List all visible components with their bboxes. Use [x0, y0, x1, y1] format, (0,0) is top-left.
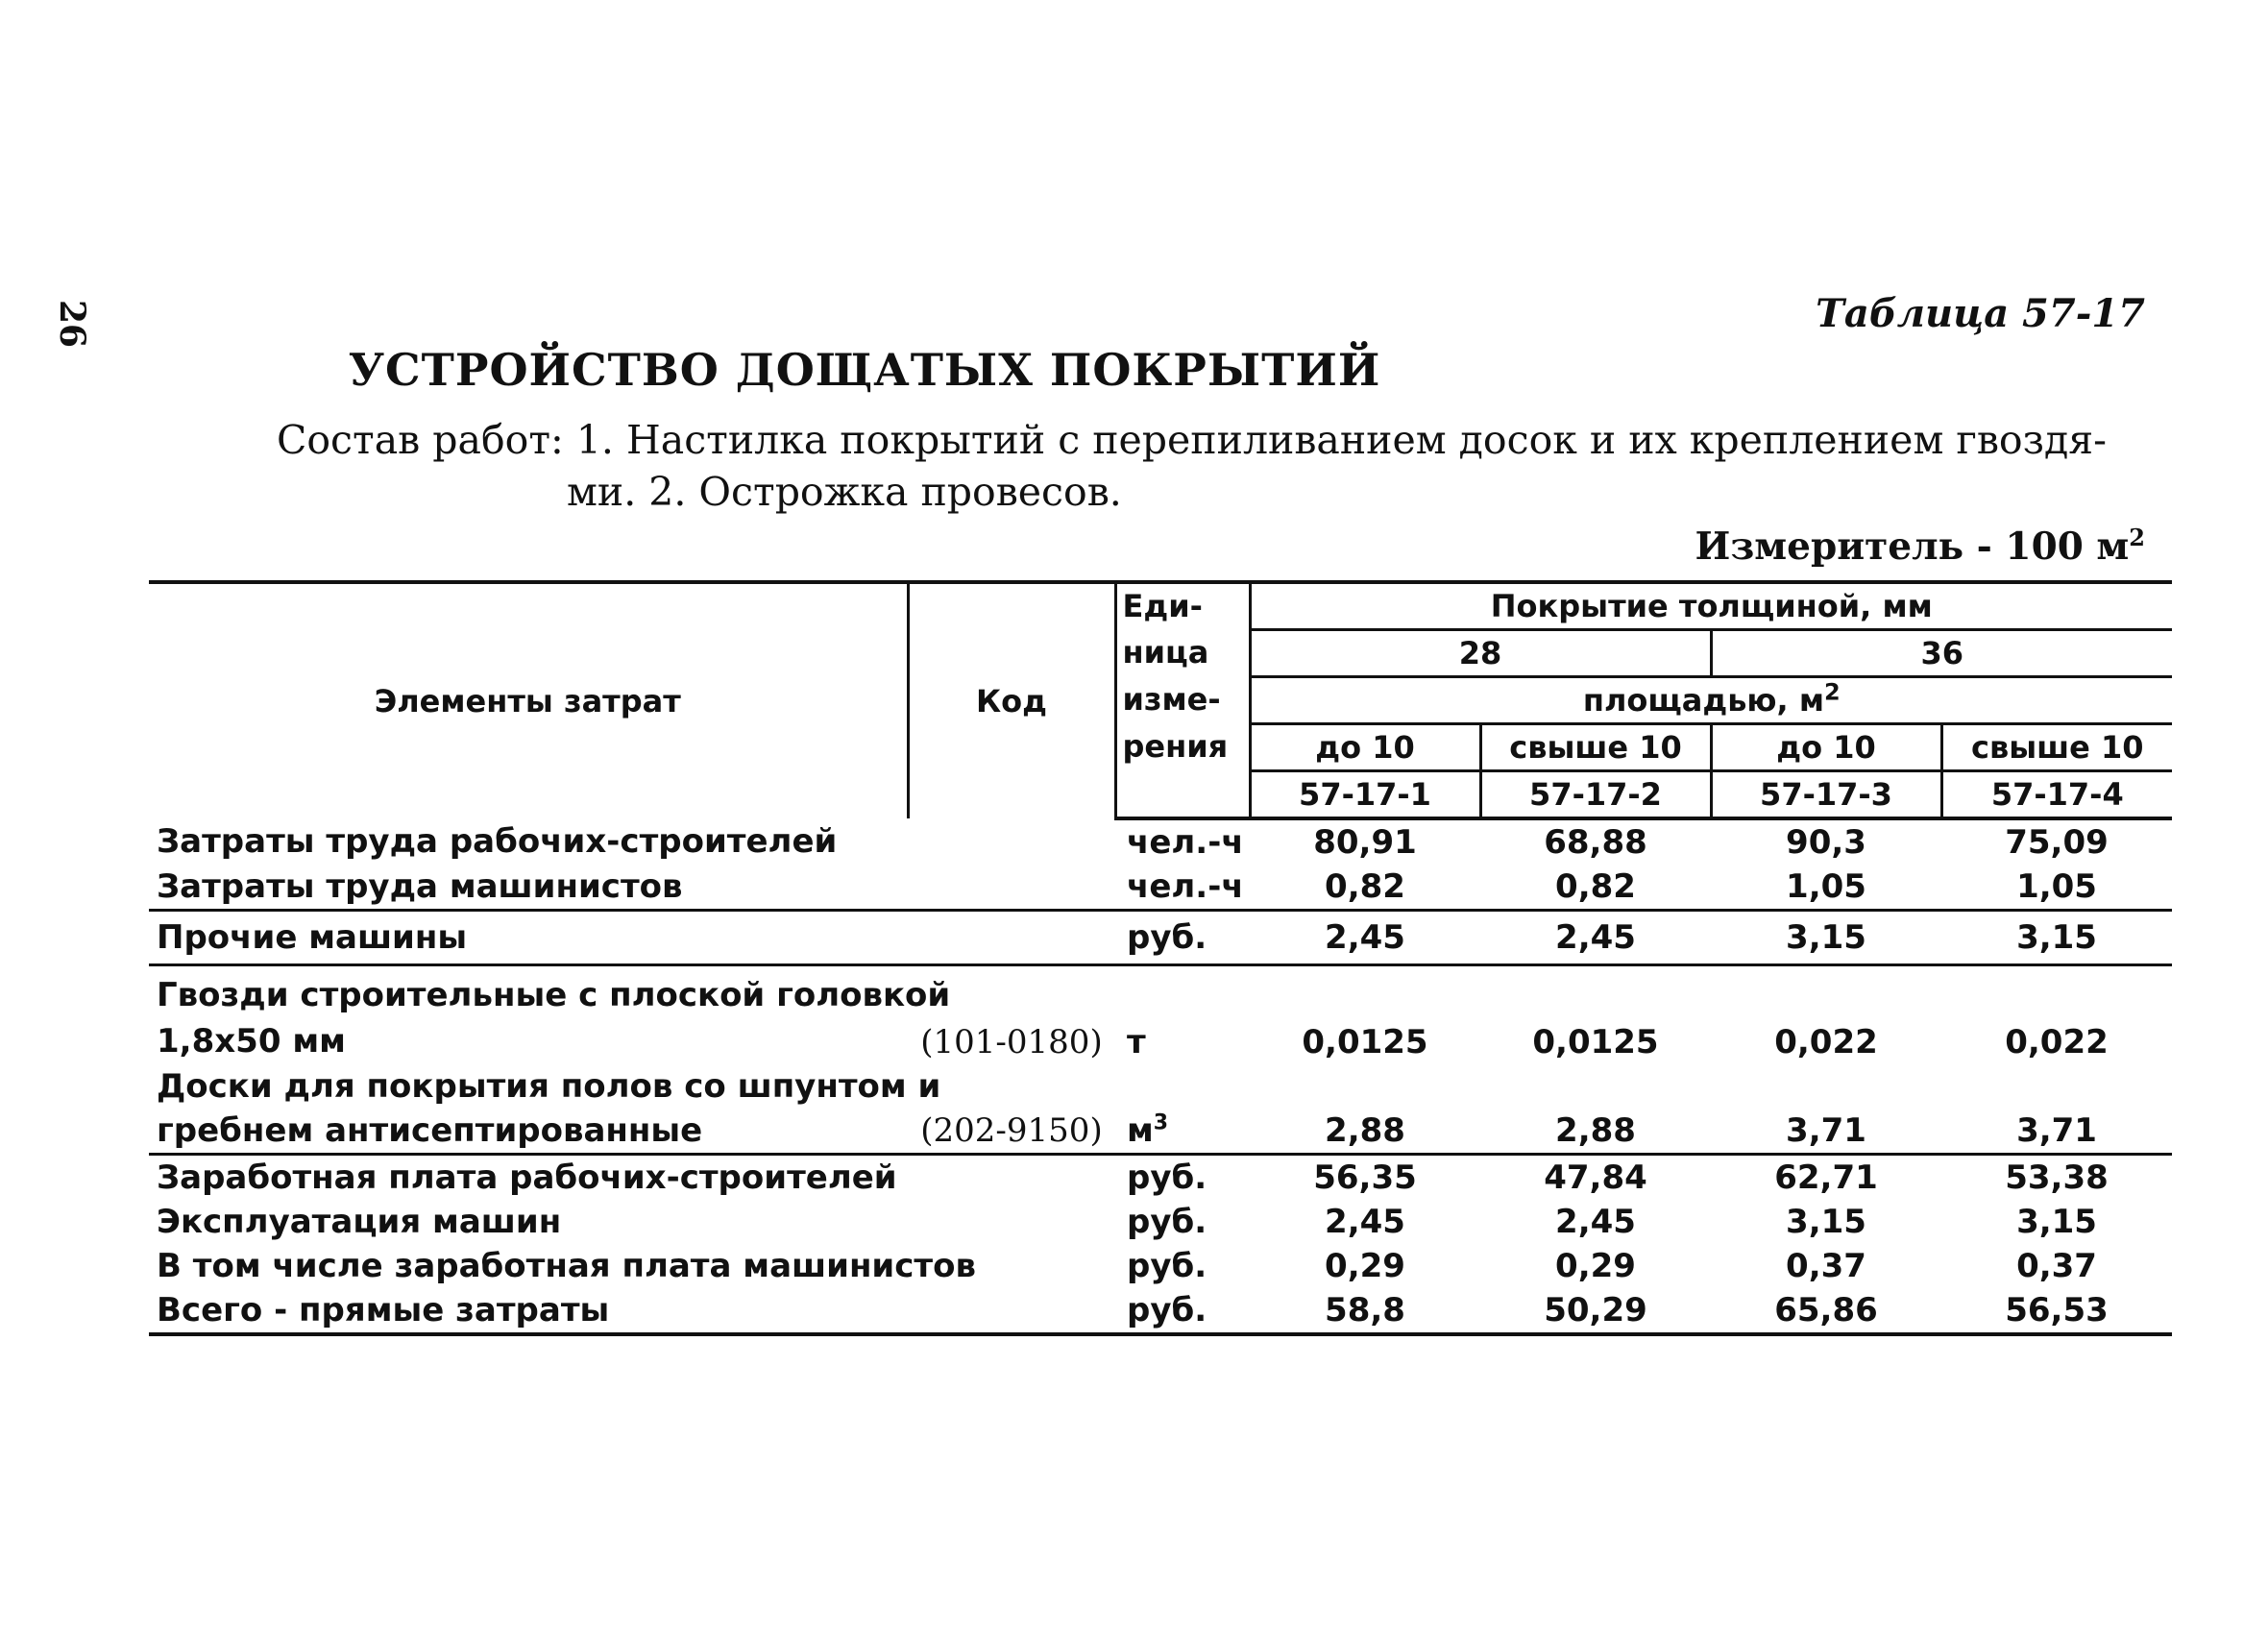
cell-code — [908, 1288, 1115, 1334]
table-row — [149, 965, 2172, 1065]
cell-value: 3,15 — [1711, 911, 1941, 965]
cell-element-line-1: Гвозди строительные с плоской головкой — [157, 976, 951, 1014]
cell-unit: чел.-ч — [1115, 865, 1250, 911]
table-row — [149, 911, 2172, 965]
cell-unit — [1115, 1064, 1250, 1155]
header-code: Код — [908, 582, 1115, 818]
table-header — [149, 582, 2172, 818]
cell-code — [908, 865, 1115, 911]
cell-value: 2,88 — [1480, 1064, 1711, 1155]
cell-value: 0,29 — [1555, 1247, 1636, 1285]
cell-value: 0,82 — [1480, 865, 1711, 911]
cell-unit-label: м — [1127, 1111, 1154, 1150]
cell-value: 2,45 — [1480, 911, 1711, 965]
cell-element: Затраты труда машинистов — [149, 865, 908, 911]
table-row — [149, 865, 2172, 911]
table-label: Таблица 57-17 — [1816, 291, 2145, 336]
table-body — [149, 818, 2172, 1334]
header-area-superscript: 2 — [1823, 678, 1841, 706]
table-row — [149, 1244, 2172, 1288]
header-coating-thickness: Покрытие толщиной, мм — [1250, 582, 2172, 630]
cell-value: 0,37 — [1786, 1247, 1866, 1285]
cell-element-line-1: Доски для покрытия полов со шпунтом и — [157, 1067, 941, 1106]
cell-element-line-2: гребнем антисептированные — [157, 1111, 703, 1150]
cell-value: 0,0125 — [1532, 1023, 1659, 1061]
header-thickness-28: 28 — [1250, 630, 1711, 677]
header-unit-line-4: рения — [1115, 724, 1250, 771]
cell-element — [149, 965, 951, 1065]
cell-value: 0,022 — [1774, 1023, 1878, 1061]
cell-value: 3,71 — [1711, 1064, 1941, 1155]
cell-code — [908, 911, 1115, 965]
cell-value: 2,45 — [1555, 1203, 1636, 1241]
cell-value: 58,8 — [1250, 1288, 1480, 1334]
cell-value: 3,15 — [1941, 911, 2172, 965]
cell-value: 0,37 — [2016, 1247, 2097, 1285]
work-composition-line-2: ми. 2. Острожка провесов. — [567, 469, 1122, 515]
header-unit-line-2: ница — [1115, 630, 1250, 677]
cell-value: 0,82 — [1250, 865, 1480, 911]
document-title: УСТРОЙСТВО ДОЩАТЫХ ПОКРЫТИЙ — [348, 344, 1381, 396]
table-row — [149, 1064, 2172, 1155]
cell-value: 80,91 — [1313, 823, 1417, 862]
cell-element: В том числе заработная плата машинистов — [157, 1247, 976, 1285]
header-area-range-4: свыше 10 — [1941, 724, 2172, 771]
cell-unit: руб. — [1115, 1288, 1250, 1334]
cell-unit: руб. — [1127, 1203, 1207, 1241]
cell-unit: руб. — [1127, 1158, 1207, 1197]
measurement-unit — [1695, 524, 2145, 569]
cell-value: 75,09 — [2005, 823, 2109, 862]
cell-unit: чел.-ч — [1127, 823, 1244, 862]
header-area-range-2: свыше 10 — [1480, 724, 1711, 771]
header-unit-blank — [1115, 771, 1250, 819]
cell-value: 3,71 — [1941, 1064, 2172, 1155]
header-norm-code-4: 57-17-4 — [1941, 771, 2172, 819]
cell-value: 1,05 — [1711, 865, 1941, 911]
cell-value: 47,84 — [1544, 1158, 1647, 1197]
meter-label: Измеритель - 100 м — [1695, 524, 2130, 569]
header-area-range-3: до 10 — [1711, 724, 1941, 771]
cell-value: 0,29 — [1325, 1247, 1405, 1285]
cell-value: 1,05 — [1941, 865, 2172, 911]
cell-code: (101-0180) — [920, 1023, 1103, 1061]
cell-value: 50,29 — [1480, 1288, 1711, 1334]
cell-value: 0,0125 — [1302, 1023, 1428, 1061]
meter-superscript: 2 — [2129, 524, 2145, 551]
header-norm-code-3: 57-17-3 — [1711, 771, 1941, 819]
cell-value: 56,53 — [1941, 1288, 2172, 1334]
table-row — [149, 1155, 2172, 1201]
header-norm-code-2: 57-17-2 — [1480, 771, 1711, 819]
cell-unit: руб. — [1115, 911, 1250, 965]
table-row — [149, 818, 2172, 865]
cell-unit-superscript: 3 — [1153, 1110, 1169, 1135]
cell-value: 3,15 — [2016, 1203, 2097, 1241]
page-number: 26 — [52, 300, 92, 349]
cell-code — [908, 1155, 1115, 1201]
cell-code — [908, 1200, 1115, 1244]
cell-element: Прочие машины — [149, 911, 908, 965]
cell-value: 65,86 — [1711, 1288, 1941, 1334]
cell-value: 2,45 — [1250, 911, 1480, 965]
cell-element: Всего - прямые затраты — [149, 1288, 908, 1334]
cell-value: 3,15 — [1786, 1203, 1866, 1241]
header-norm-code-1: 57-17-1 — [1250, 771, 1480, 819]
cell-value: 2,45 — [1325, 1203, 1405, 1241]
norms-table — [149, 580, 2172, 1336]
header-unit-line-1: Еди- — [1115, 582, 1250, 630]
header-area — [1250, 677, 2172, 724]
cell-element — [149, 1064, 941, 1155]
header-thickness-36: 36 — [1711, 630, 2172, 677]
cell-value: 90,3 — [1786, 823, 1866, 862]
cell-element: Заработная плата рабочих-строителей — [157, 1158, 897, 1197]
header-area-range-1: до 10 — [1250, 724, 1480, 771]
cell-element: Эксплуатация машин — [157, 1203, 562, 1241]
cell-unit: руб. — [1127, 1247, 1207, 1285]
header-elements: Элементы затрат — [149, 582, 908, 818]
cell-value: 56,35 — [1313, 1158, 1417, 1197]
header-area-label: площадью, м — [1582, 682, 1824, 719]
cell-element-line-2: 1,8x50 мм — [157, 1022, 346, 1061]
table-row — [149, 1200, 2172, 1244]
cell-unit: т — [1127, 1023, 1146, 1061]
cell-value: 62,71 — [1774, 1158, 1878, 1197]
cell-element: Затраты труда рабочих-строителей — [157, 822, 838, 861]
cell-code — [908, 818, 1115, 865]
cell-code: (202-9150) — [908, 1064, 1115, 1155]
cell-value: 68,88 — [1544, 823, 1647, 862]
cell-value: 53,38 — [2005, 1158, 2109, 1197]
table-row — [149, 1288, 2172, 1334]
cell-value: 2,88 — [1250, 1064, 1480, 1155]
header-unit-line-3: изме- — [1115, 677, 1250, 724]
cell-value: 0,022 — [2005, 1023, 2109, 1061]
work-composition-line-1: Состав работ: 1. Настилка покрытий с перепиливанием досок и их креплением гвоздя- — [277, 417, 2107, 463]
